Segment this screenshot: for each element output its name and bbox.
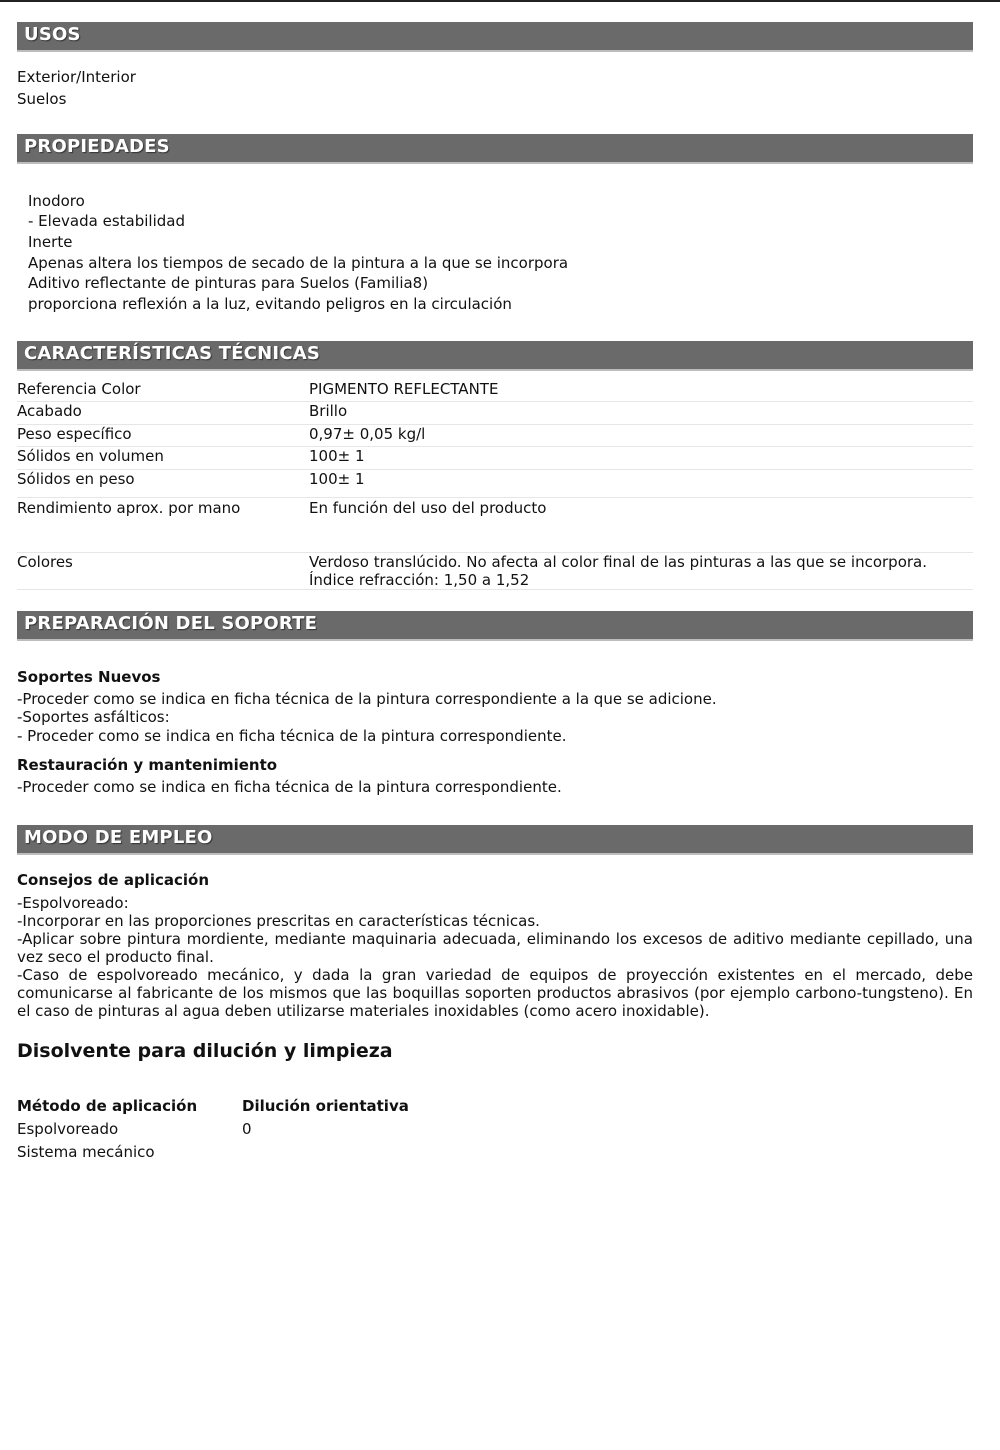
preparacion-line: -Soportes asfálticos: [17, 708, 170, 726]
modo-empleo-line: -Espolvoreado: [17, 894, 129, 912]
propiedades-item: proporciona reflexión a la luz, evitando peligros en la circulación [28, 295, 512, 313]
modo-empleo-paragraph: -Caso de espolvoreado mecánico, y dada la gran variedad de equipos de proyección existentes en el mercado, debe comunicarse al fabricante de los mismos que las boquillas soporten productos abrasivos (por ejemplo carbono-tungsteno). En el caso de pinturas al agua deben utilizarse materiales inoxidables (como acero inoxidable). [17, 966, 973, 1020]
subheading-consejos: Consejos de aplicación [17, 871, 209, 889]
table-cell-metodo: Espolvoreado [17, 1120, 119, 1138]
table-cell-dilucion: 0 [242, 1120, 252, 1138]
subheading-soportes-nuevos: Soportes Nuevos [17, 668, 161, 686]
spec-row [17, 553, 973, 590]
propiedades-item: - Elevada estabilidad [28, 212, 185, 230]
spec-value: 100± 1 [309, 447, 365, 465]
section-header-preparacion: PREPARACIÓN DEL SOPORTE [17, 611, 973, 641]
propiedades-item: Inodoro [28, 192, 85, 210]
spec-row [17, 425, 973, 447]
usos-item: Exterior/Interior [17, 68, 136, 86]
section-header-caracteristicas: CARACTERÍSTICAS TÉCNICAS [17, 341, 973, 371]
spec-value: Verdoso translúcido. No afecta al color final de las pinturas a las que se incorpora. [309, 553, 927, 571]
spec-label: Colores [17, 553, 73, 571]
spec-label: Referencia Color [17, 380, 141, 398]
usos-item: Suelos [17, 90, 67, 108]
spec-value-line2: Índice refracción: 1,50 a 1,52 [309, 571, 530, 589]
propiedades-item: Aditivo reflectante de pinturas para Suelos (Familia8) [28, 274, 429, 292]
section-header-usos: USOS [17, 22, 973, 52]
propiedades-item: Inerte [28, 233, 73, 251]
restauracion-line: -Proceder como se indica en ficha técnica de la pintura correspondiente. [17, 778, 562, 796]
spec-label: Sólidos en peso [17, 470, 135, 488]
table-header-metodo: Método de aplicación [17, 1097, 198, 1115]
spec-label: Peso específico [17, 425, 132, 443]
subheading-restauracion: Restauración y mantenimiento [17, 756, 278, 774]
modo-empleo-paragraph: -Aplicar sobre pintura mordiente, mediante maquinaria adecuada, eliminando los excesos de aditivo mediante cepillado, una vez seco el producto final. [17, 930, 973, 966]
spec-value: Brillo [309, 402, 348, 420]
section-header-propiedades: PROPIEDADES [17, 134, 973, 164]
spec-value: PIGMENTO REFLECTANTE [309, 380, 499, 398]
spec-value: 100± 1 [309, 470, 365, 488]
spec-row [17, 470, 973, 498]
table-cell-metodo: Sistema mecánico [17, 1143, 155, 1161]
spec-label: Rendimiento aprox. por mano [17, 499, 241, 517]
preparacion-line: -Proceder como se indica en ficha técnica de la pintura correspondiente a la que se adicione. [17, 690, 717, 708]
spec-value: En función del uso del producto [309, 499, 547, 517]
preparacion-line: - Proceder como se indica en ficha técnica de la pintura correspondiente. [17, 727, 567, 745]
spec-label: Acabado [17, 402, 82, 420]
disolvente-heading: Disolvente para dilución y limpieza [17, 1040, 393, 1062]
spec-row [17, 499, 973, 553]
section-header-modo-empleo: MODO DE EMPLEO [17, 825, 973, 855]
table-header-dilucion: Dilución orientativa [242, 1097, 409, 1115]
spec-row [17, 447, 973, 470]
spec-row [17, 380, 973, 402]
propiedades-item: Apenas altera los tiempos de secado de la pintura a la que se incorpora [28, 254, 569, 272]
spec-label: Sólidos en volumen [17, 447, 164, 465]
spec-value: 0,97± 0,05 kg/l [309, 425, 426, 443]
modo-empleo-line: -Incorporar en las proporciones prescritas en características técnicas. [17, 912, 540, 930]
top-border [0, 0, 1000, 2]
spec-row [17, 402, 973, 425]
